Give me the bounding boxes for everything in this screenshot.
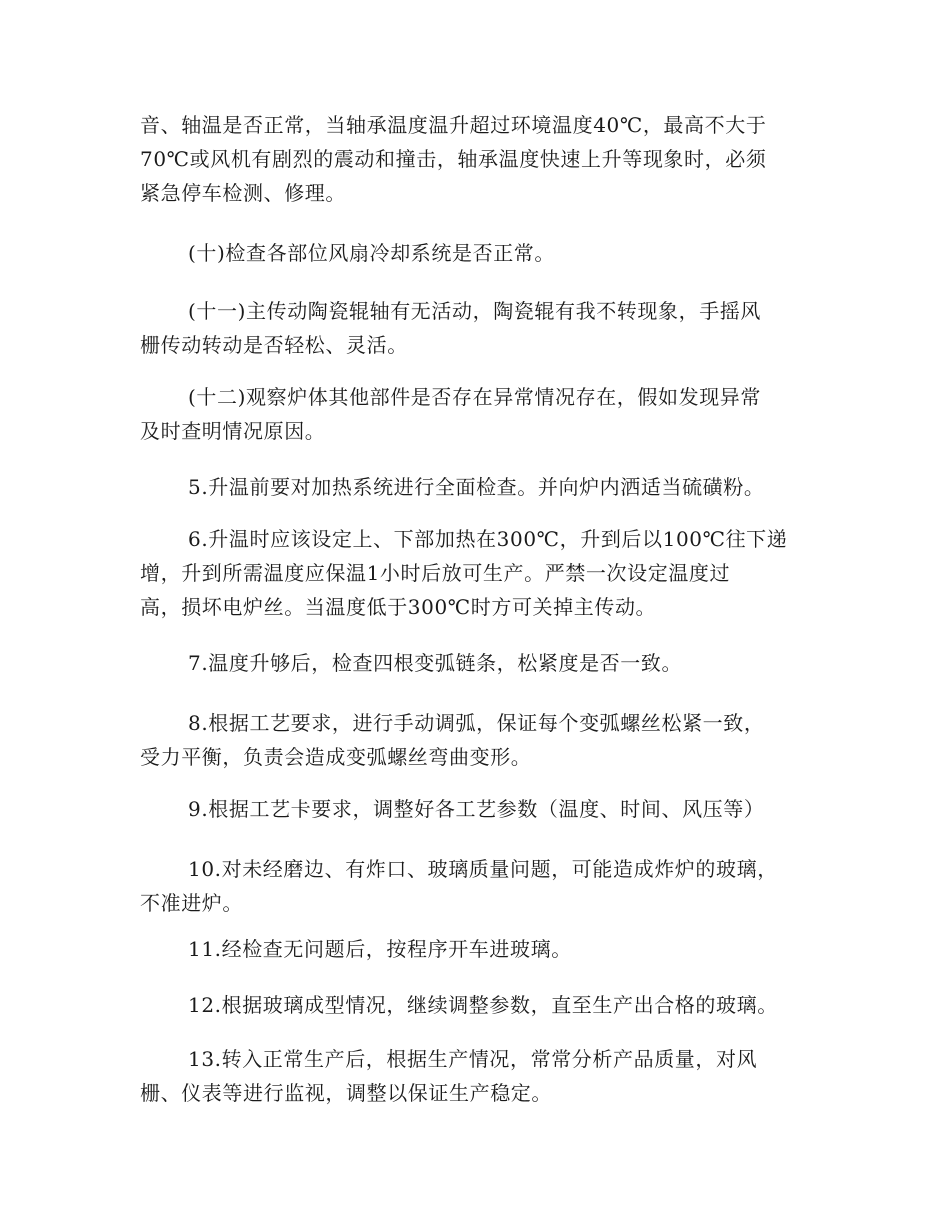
- paragraph-line: 5.升温前要对加热系统进行全面检查。并向炉内洒适当硫磺粉。: [188, 475, 765, 499]
- paragraph-line: 8.根据工艺要求，进行手动调弧，保证每个变弧螺丝松紧一致，: [188, 711, 765, 735]
- paragraph-line: 栅、仪表等进行监视，调整以保证生产稳定。: [140, 1081, 552, 1105]
- paragraph-line: 不准进炉。: [140, 891, 243, 915]
- paragraph-step-7: [140, 646, 820, 680]
- paragraph-bearing-temperature: [140, 108, 820, 210]
- paragraph-line: 9.根据工艺卡要求，调整好各工艺参数（温度、时间、风压等）: [188, 797, 765, 821]
- paragraph-line: 10.对未经磨边、有炸口、玻璃质量问题，可能造成炸炉的玻璃，: [188, 857, 778, 881]
- paragraph-line: 高，损坏电炉丝。当温度低于300℃时方可关掉主传动。: [140, 595, 657, 619]
- paragraph-step-10: [140, 852, 820, 920]
- paragraph-line: (十二)观察炉体其他部件是否存在异常情况存在，假如发现异常: [188, 385, 762, 409]
- paragraph-line: 12.根据玻璃成型情况，继续调整参数，直至生产出合格的玻璃。: [188, 993, 778, 1017]
- paragraph-step-8: [140, 706, 820, 774]
- paragraph-item-11: [140, 294, 820, 362]
- paragraph-line: 栅传动转动是否轻松、灵活。: [140, 333, 408, 357]
- paragraph-line: 11.经检查无问题后，按程序开车进玻璃。: [188, 937, 572, 961]
- paragraph-line: 紧急停车检测、修理。: [140, 181, 346, 205]
- paragraph-step-5: [140, 470, 820, 504]
- paragraph-line: 6.升温时应该设定上、下部加热在300℃，升到后以100℃往下递: [188, 527, 788, 551]
- paragraph-line: 受力平衡，负责会造成变弧螺丝弯曲变形。: [140, 745, 532, 769]
- paragraph-line: 7.温度升够后，检查四根变弧链条，松紧度是否一致。: [188, 651, 683, 675]
- paragraph-line: 音、轴温是否正常，当轴承温度温升超过环境温度40℃，最高不大于: [140, 113, 767, 137]
- paragraph-line: (十一)主传动陶瓷辊轴有无活动，陶瓷辊有我不转现象，手摇风: [188, 299, 762, 323]
- paragraph-line: 13.转入正常生产后，根据生产情况，常常分析产品质量，对风: [188, 1047, 758, 1071]
- paragraph-step-12: [140, 988, 820, 1022]
- paragraph-step-6: [140, 522, 820, 624]
- paragraph-line: 增，升到所需温度应保温1小时后放可生产。严禁一次设定温度过: [140, 561, 731, 585]
- paragraph-step-11: [140, 932, 820, 966]
- paragraph-line: 及时查明情况原因。: [140, 419, 326, 443]
- paragraph-line: (十)检查各部位风扇冷却系统是否正常。: [188, 241, 556, 265]
- paragraph-step-9: [140, 792, 820, 826]
- paragraph-step-13: [140, 1042, 820, 1110]
- paragraph-item-10: [140, 236, 820, 270]
- paragraph-item-12: [140, 380, 820, 448]
- paragraph-line: 70℃或风机有剧烈的震动和撞击，轴承温度快速上升等现象时，必须: [140, 147, 767, 171]
